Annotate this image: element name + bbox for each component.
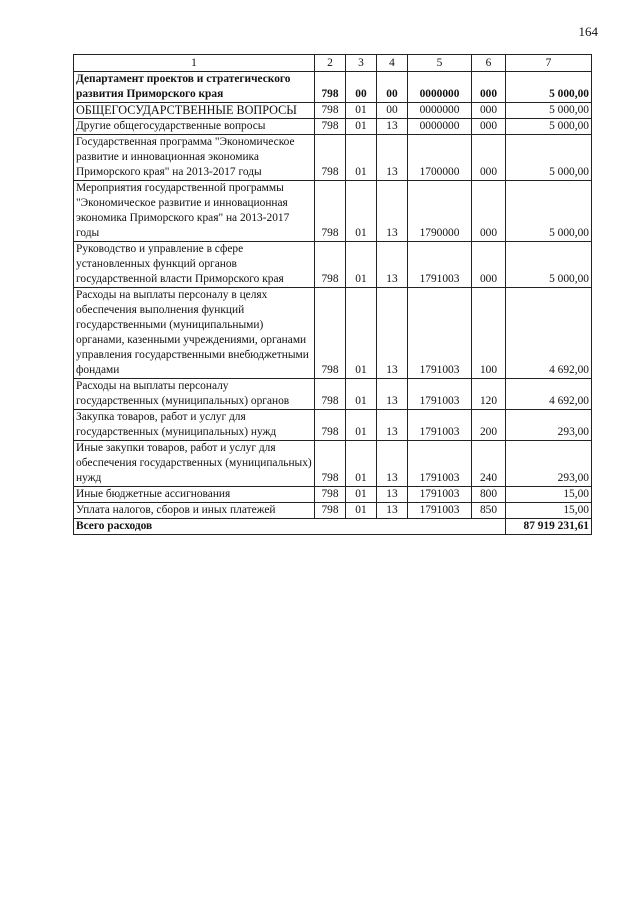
row-code-4: 13 — [377, 379, 408, 410]
table-row — [74, 72, 592, 103]
row-code-4: 13 — [377, 242, 408, 288]
row-code-5: 1791003 — [408, 487, 472, 503]
row-name: Департамент проектов и стратегического развития Приморского края — [74, 72, 315, 103]
row-code-3: 01 — [346, 288, 377, 379]
row-code-4: 13 — [377, 503, 408, 519]
header-cell-1: 1 — [74, 55, 315, 72]
row-amount: 5 000,00 — [506, 242, 592, 288]
row-code-5: 0000000 — [408, 103, 472, 119]
row-code-6: 000 — [472, 72, 506, 103]
row-code-3: 01 — [346, 119, 377, 135]
row-amount: 5 000,00 — [506, 103, 592, 119]
row-code-6: 100 — [472, 288, 506, 379]
header-row — [74, 55, 592, 72]
row-name: Государственная программа "Экономическое развитие и инновационная экономика Приморского края" на 2013-2017 годы — [74, 135, 315, 181]
row-code-6: 000 — [472, 103, 506, 119]
row-code-6: 000 — [472, 119, 506, 135]
row-code-5: 1791003 — [408, 410, 472, 441]
row-code-2: 798 — [315, 103, 346, 119]
row-code-2: 798 — [315, 135, 346, 181]
table-row — [74, 288, 592, 379]
row-code-3: 01 — [346, 379, 377, 410]
row-code-3: 01 — [346, 410, 377, 441]
table-row — [74, 487, 592, 503]
row-code-3: 01 — [346, 135, 377, 181]
row-code-4: 00 — [377, 72, 408, 103]
row-code-5: 1791003 — [408, 441, 472, 487]
row-name: Расходы на выплаты персоналу государственных (муниципальных) органов — [74, 379, 315, 410]
table-row — [74, 135, 592, 181]
row-amount: 5 000,00 — [506, 72, 592, 103]
row-name: Закупка товаров, работ и услуг для государственных (муниципальных) нужд — [74, 410, 315, 441]
row-amount: 15,00 — [506, 503, 592, 519]
header-cell-2: 2 — [315, 55, 346, 72]
row-amount: 293,00 — [506, 441, 592, 487]
table-row — [74, 119, 592, 135]
row-name: Расходы на выплаты персоналу в целях обеспечения выполнения функций государственными (муниципальными) органами, казенными учреждениями, органами управления государственными внебюджетными фондами — [74, 288, 315, 379]
row-name: Уплата налогов, сборов и иных платежей — [74, 503, 315, 519]
row-amount: 5 000,00 — [506, 119, 592, 135]
row-code-4: 13 — [377, 135, 408, 181]
row-code-5: 0000000 — [408, 119, 472, 135]
row-code-4: 13 — [377, 441, 408, 487]
header-cell-6: 6 — [472, 55, 506, 72]
row-code-4: 13 — [377, 181, 408, 242]
table-row — [74, 441, 592, 487]
row-code-4: 13 — [377, 487, 408, 503]
header-cell-4: 4 — [377, 55, 408, 72]
budget-table — [73, 54, 592, 535]
header-cell-5: 5 — [408, 55, 472, 72]
row-code-2: 798 — [315, 503, 346, 519]
row-amount: 15,00 — [506, 487, 592, 503]
row-code-5: 1791003 — [408, 288, 472, 379]
row-code-2: 798 — [315, 181, 346, 242]
total-amount: 87 919 231,61 — [506, 519, 592, 535]
row-code-4: 00 — [377, 103, 408, 119]
row-code-2: 798 — [315, 487, 346, 503]
page-number: 164 — [578, 24, 598, 39]
row-code-3: 01 — [346, 181, 377, 242]
row-code-6: 000 — [472, 181, 506, 242]
row-amount: 293,00 — [506, 410, 592, 441]
header-cell-3: 3 — [346, 55, 377, 72]
row-code-6: 800 — [472, 487, 506, 503]
row-code-3: 01 — [346, 487, 377, 503]
table-row — [74, 379, 592, 410]
row-code-3: 01 — [346, 503, 377, 519]
row-code-2: 798 — [315, 119, 346, 135]
total-label: Всего расходов — [74, 519, 506, 535]
table-row — [74, 410, 592, 441]
row-code-5: 0000000 — [408, 72, 472, 103]
row-code-6: 850 — [472, 503, 506, 519]
table-row — [74, 242, 592, 288]
row-name: Другие общегосударственные вопросы — [74, 119, 315, 135]
row-code-2: 798 — [315, 288, 346, 379]
row-code-5: 1790000 — [408, 181, 472, 242]
row-amount: 4 692,00 — [506, 379, 592, 410]
row-code-6: 240 — [472, 441, 506, 487]
row-code-2: 798 — [315, 410, 346, 441]
row-code-5: 1791003 — [408, 379, 472, 410]
row-code-3: 01 — [346, 242, 377, 288]
row-amount: 5 000,00 — [506, 181, 592, 242]
row-code-3: 00 — [346, 72, 377, 103]
row-amount: 5 000,00 — [506, 135, 592, 181]
header-cell-7: 7 — [506, 55, 592, 72]
row-name: Руководство и управление в сфере установленных функций органов государственной власти Приморского края — [74, 242, 315, 288]
row-code-5: 1700000 — [408, 135, 472, 181]
row-code-6: 000 — [472, 242, 506, 288]
total-row — [74, 519, 592, 535]
row-name: Мероприятия государственной программы "Экономическое развитие и инновационная экономика Приморского края" на 2013-2017 годы — [74, 181, 315, 242]
row-code-6: 200 — [472, 410, 506, 441]
row-name: Иные бюджетные ассигнования — [74, 487, 315, 503]
row-code-5: 1791003 — [408, 242, 472, 288]
row-code-3: 01 — [346, 441, 377, 487]
row-name: Иные закупки товаров, работ и услуг для обеспечения государственных (муниципальных) нужд — [74, 441, 315, 487]
table-row — [74, 503, 592, 519]
row-code-2: 798 — [315, 72, 346, 103]
row-name: ОБЩЕГОСУДАРСТВЕННЫЕ ВОПРОСЫ — [74, 103, 315, 119]
table-row — [74, 103, 592, 119]
row-code-5: 1791003 — [408, 503, 472, 519]
row-code-4: 13 — [377, 410, 408, 441]
table-row — [74, 181, 592, 242]
row-code-3: 01 — [346, 103, 377, 119]
row-code-2: 798 — [315, 242, 346, 288]
row-amount: 4 692,00 — [506, 288, 592, 379]
row-code-4: 13 — [377, 288, 408, 379]
row-code-4: 13 — [377, 119, 408, 135]
row-code-6: 120 — [472, 379, 506, 410]
row-code-2: 798 — [315, 441, 346, 487]
row-code-6: 000 — [472, 135, 506, 181]
row-code-2: 798 — [315, 379, 346, 410]
